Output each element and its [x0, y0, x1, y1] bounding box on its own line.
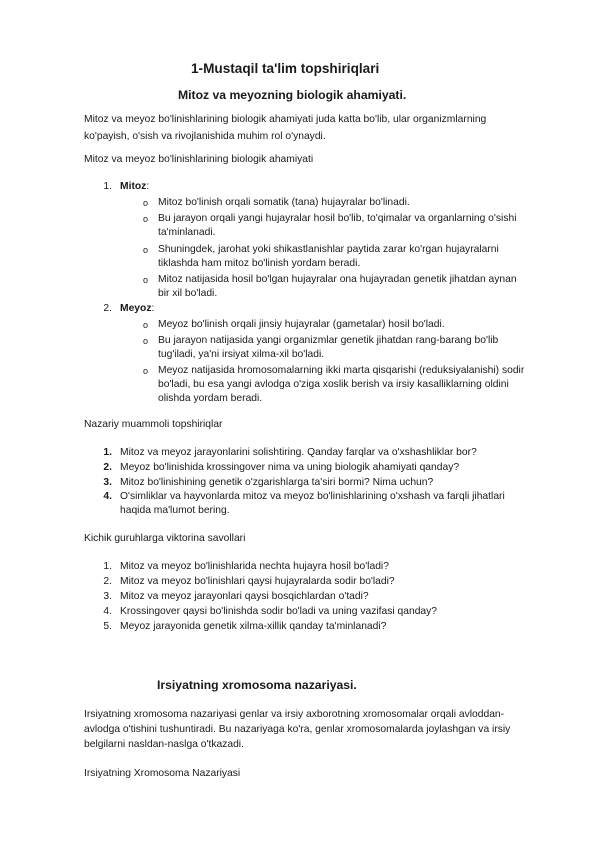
bullet-icon: o — [143, 336, 149, 346]
bullet-icon: o — [143, 275, 149, 285]
list-number: 3. — [103, 591, 112, 602]
task-item-2: Meyoz bo'linishida krossingover nima va uning biologik ahamiyati qanday? — [120, 462, 460, 473]
bullet-icon: o — [143, 214, 149, 224]
mitoz-bullet-4-line-2: bir xil bo'ladi. — [158, 288, 218, 299]
list-number: 1. — [103, 181, 112, 192]
meyoz-bullet-3-line-2: bo'ladi, bu esa yangi avlodga o'ziga xoslik berish va irsiy kasalliklarning oldini — [158, 379, 509, 390]
page-title: 1-Mustaqil ta'lim topshiriqlari — [191, 61, 380, 76]
meyoz-bullet-2-line-1: Bu jarayon natijasida yangi organizmlar genetik jihatdan rang-barang bo'lib — [158, 335, 499, 346]
mitoz-bullet-1: Mitoz bo'linish orqali somatik (tana) hujayralar bo'linadi. — [158, 197, 410, 208]
quiz-item-4: Krossingover qaysi bo'linishda sodir bo'ladi va uning vazifasi qanday? — [120, 606, 438, 617]
bullet-icon: o — [143, 245, 149, 255]
term-meyoz: Meyoz — [120, 303, 152, 314]
page-subtitle: Mitoz va meyozning biologik ahamiyati. — [178, 88, 407, 102]
bullet-icon: o — [143, 198, 149, 208]
list-number: 2. — [103, 576, 112, 587]
quiz-item-2: Mitoz va meyoz bo'linishlari qaysi hujayralarda sodir bo'ladi? — [120, 576, 395, 587]
task-item-1: Mitoz va meyoz jarayonlarini solishtiring. Qanday farqlar va o'xshashliklar bor? — [120, 447, 477, 458]
section-heading-4: Irsiyatning Xromosoma Nazariyasi — [84, 768, 241, 779]
quiz-item-5: Meyoz jarayonida genetik xilma-xillik qanday ta'minlanadi? — [120, 621, 387, 632]
list-number: 2. — [103, 462, 112, 473]
quiz-item-3: Mitoz va meyoz jarayonlari qaysi bosqichlardan o'tadi? — [120, 591, 369, 602]
list-number: 2. — [103, 303, 112, 314]
meyoz-bullet-2-line-2: tug'iladi, ya'ni irsiyat xilma-xil bo'ladi. — [158, 349, 325, 360]
list-number: 5. — [103, 621, 112, 632]
section-heading-1: Mitoz va meyoz bo'linishlarining biologik ahamiyati — [84, 154, 314, 165]
list-item-meyoz — [120, 302, 154, 316]
quiz-item-1: Mitoz va meyoz bo'linishlarida nechta hujayra hosil bo'ladi? — [120, 561, 389, 572]
section-heading-2: Nazariy muammoli topshiriqlar — [84, 419, 223, 430]
section4-para-line-2: avlodga o'tishini tushuntiradi. Bu nazariyaga ko'ra, genlar xromosomalarda joylashgan va irsiy — [84, 724, 511, 735]
mitoz-bullet-2-line-1: Bu jarayon orqali yangi hujayralar hosil bo'lib, to'qimalar va organlarning o'sishi — [158, 213, 517, 224]
task-item-4-line-2: haqida ma'lumot bering. — [120, 505, 230, 516]
mitoz-bullet-4-line-1: Mitoz natijasida hosil bo'lgan hujayralar ona hujayradan genetik jihatdan aynan — [158, 274, 517, 285]
mitoz-bullet-3-line-2: tiklashda ham mitoz bo'linish yordam beradi. — [158, 258, 361, 269]
term-colon: : — [146, 181, 150, 192]
mitoz-bullet-3-line-1: Shuningdek, jarohat yoki shikastlanishlar paytida zarar ko'rgan hujayralarni — [158, 244, 499, 255]
section-heading-3: Kichik guruhlarga viktorina savollari — [84, 533, 246, 544]
mitoz-bullet-2-line-2: ta'minlanadi. — [158, 227, 216, 238]
section-title-4: Irsiyatning xromosoma nazariyasi. — [157, 678, 357, 692]
task-item-4-line-1: O'simliklar va hayvonlarda mitoz va meyoz bo'linishlarining o'xshash va farqli jihatlari — [120, 491, 505, 502]
meyoz-bullet-3-line-3: olishda yordam beradi. — [158, 393, 263, 404]
term-mitoz: Mitoz — [120, 181, 147, 192]
task-item-3: Mitoz bo'linishining genetik o'zgarishlarga ta'siri bormi? Nima uchun? — [120, 477, 434, 488]
bullet-icon: o — [143, 366, 149, 376]
meyoz-bullet-1: Meyoz bo'linish orqali jinsiy hujayralar (gametalar) hosil bo'ladi. — [158, 319, 445, 330]
intro-line-2: ko'payish, o'sish va rivojlanishida muhim rol o'ynaydi. — [84, 131, 326, 142]
list-number: 3. — [103, 477, 112, 488]
term-colon: : — [151, 303, 155, 314]
section4-para-line-3: belgilarni nasldan-naslga o'tkazadi. — [84, 739, 244, 750]
list-number: 1. — [103, 447, 112, 458]
list-number: 4. — [103, 606, 112, 617]
bullet-icon: o — [143, 320, 149, 330]
intro-line-1: Mitoz va meyoz bo'linishlarining biologik ahamiyati juda katta bo'lib, ular organizmlarning — [84, 114, 487, 125]
meyoz-bullet-3-line-1: Meyoz natijasida hromosomalarning ikki marta qisqarishi (reduksiyalanishi) sodir — [158, 365, 525, 376]
section4-para-line-1: Irsiyatning xromosoma nazariyasi genlar va irsiy axborotning xromosomalar orqali avloddan- — [84, 709, 505, 720]
list-number: 1. — [103, 561, 112, 572]
list-item-mitoz — [120, 180, 149, 194]
list-number: 4. — [103, 491, 112, 502]
